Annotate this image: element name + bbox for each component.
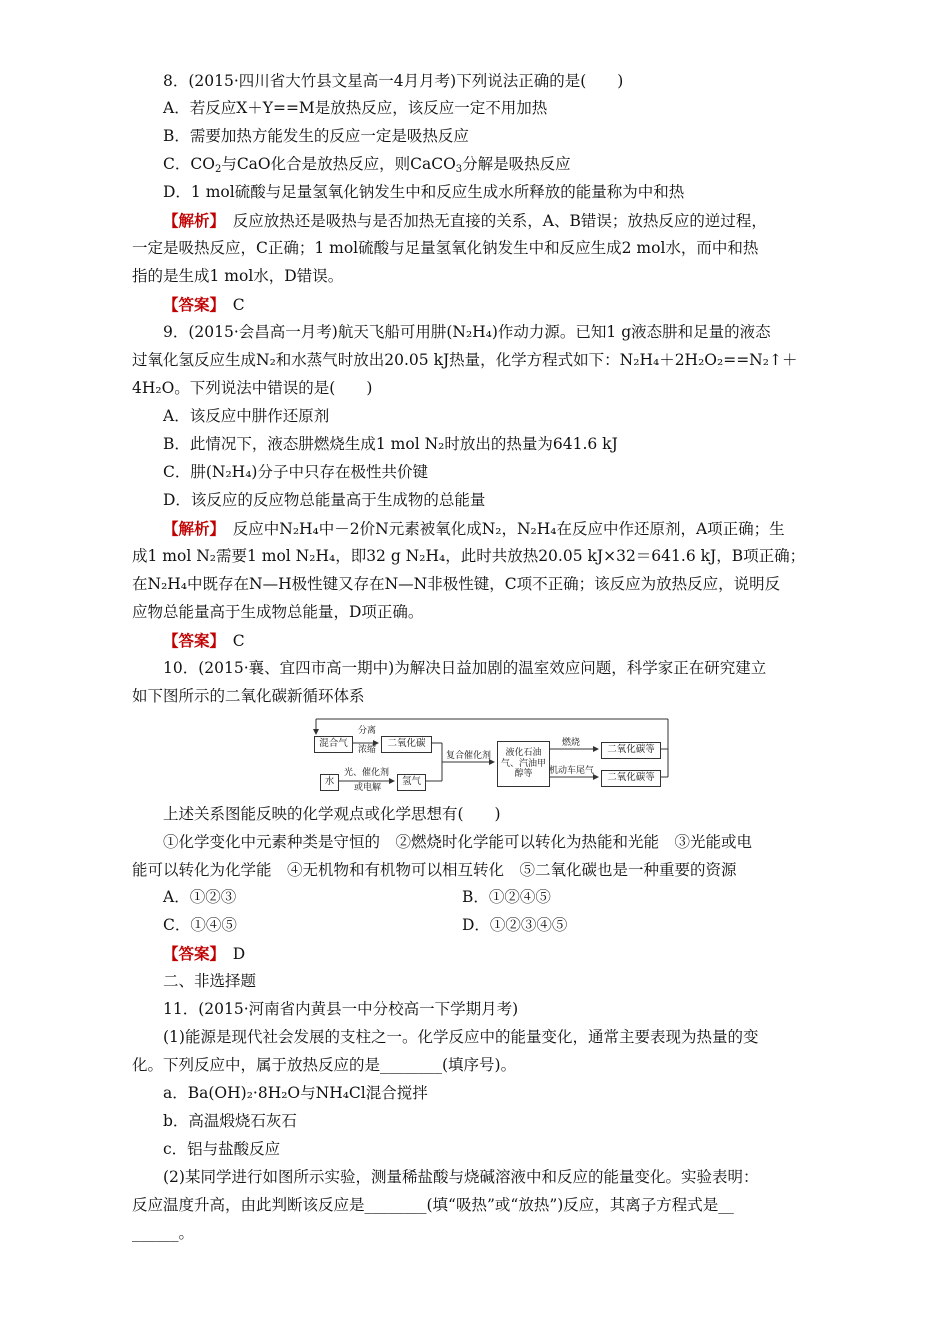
box-hydrogen: 氢气 [397, 774, 426, 791]
q11-part2-line-1: (2)某同学进行如图所示实验，测量稀盐酸与烧碱溶液中和反应的能量变化。实验表明： [163, 1168, 759, 1186]
analysis-tag: 【解析】 [163, 519, 218, 538]
label-concentrate: 浓缩 [358, 745, 377, 755]
q11-part2-line-3: ______。 [132, 1224, 195, 1242]
answer-tag: 【答案】 [163, 295, 218, 314]
q11-option-c: c．铝与盐酸反应 [163, 1140, 281, 1158]
q9-option-a: A．该反应中肼作还原剂 [163, 407, 330, 425]
q11-part1-line-1: (1)能源是现代社会发展的支柱之一。化学反应中的能量变化，通常主要表现为热量的变 [163, 1028, 759, 1046]
box-co2: 二氧化碳 [381, 736, 432, 753]
answer-tag: 【答案】 [163, 631, 218, 650]
label-light-catalyst: 光、催化剂 [344, 768, 390, 778]
co2-cycle-diagram [312, 717, 672, 793]
q11-option-b: b．高温煅烧石灰石 [163, 1112, 297, 1130]
label-composite-catalyst: 复合催化剂 [446, 751, 492, 761]
section-heading: 二、非选择题 [163, 972, 257, 990]
q11-part2-line-2: 反应温度升高，由此判断该反应是________(填“吸热”或“放热”)反应，其离子方程式是__ [132, 1196, 734, 1214]
q11-part1-line-2: 化。下列反应中，属于放热反应的是________(填序号)。 [132, 1056, 517, 1074]
q10-stem-line-1: 10．(2015·襄、宜四市高一期中)为解决日益加剧的温室效应问题，科学家正在研究建立 [163, 659, 767, 677]
q10-prompt: 上述关系图能反映的化学观点或化学思想有( ) [163, 805, 501, 823]
q9-answer: 【答案】 C [163, 631, 245, 650]
q10-option-a: A．①②③ [163, 888, 237, 906]
q11-option-a: a．Ba(OH)₂·8H₂O与NH₄Cl混合搅拌 [163, 1084, 428, 1102]
q8-option-a: A．若反应X＋Y==M是放热反应，该反应一定不用加热 [163, 99, 548, 117]
q8-analysis-line-3: 指的是生成1 mol水，D错误。 [132, 267, 344, 285]
q9-analysis-line-3: 在N₂H₄中既存在N—H极性键又存在N—N非极性键，C项不正确；该反应为放热反应，说明反 [132, 575, 781, 593]
q10-items-line-2: 能可以转化为化学能 ④无机物和有机物可以相互转化 ⑤二氧化碳也是一种重要的资源 [132, 861, 737, 879]
box-water: 水 [320, 774, 339, 791]
label-vehicle-exhaust: 机动车尾气 [549, 766, 595, 776]
box-fuel: 液化石油气、汽油甲醇等 [497, 741, 550, 787]
q10-option-b: B．①②④⑤ [462, 888, 551, 906]
q9-stem-line-2: 过氧化氢反应生成N₂和水蒸气时放出20.05 kJ热量，化学方程式如下：N₂H₄＋2H₂O₂==N₂↑＋ [132, 351, 798, 369]
box-output-2: 二氧化碳等 [601, 770, 661, 787]
q10-option-c: C．①④⑤ [163, 916, 237, 934]
q8-option-c: C．$CO_2$与CaO化合是放热反应，则CaCO$_3$分解是吸热反应 [163, 155, 571, 175]
q8-analysis-line-2: 一定是吸热反应，C正确；1 mol硫酸与足量氢氧化钠发生中和反应生成2 mol水，而中和热 [132, 239, 759, 257]
answer-tag: 【答案】 [163, 944, 218, 963]
q9-stem-line-1: 9．(2015·会昌高一月考)航天飞船可用肼(N₂H₄)作动力源。已知1 g液态肼和足量的液态 [163, 323, 771, 341]
q9-stem-line-3: 4H₂O。下列说法中错误的是( ) [132, 379, 373, 397]
q11-stem: 11．(2015·河南省内黄县一中分校高一下学期月考) [163, 1000, 519, 1018]
q10-items-line-1: ①化学变化中元素种类是守恒的 ②燃烧时化学能可以转化为热能和光能 ③光能或电 [163, 833, 753, 851]
q8-stem: 8．(2015·四川省大竹县文星高一4月月考)下列说法正确的是( ) [163, 72, 624, 90]
label-separate: 分离 [358, 726, 377, 736]
q9-option-c: C．肼(N₂H₄)分子中只存在极性共价键 [163, 463, 428, 481]
q9-analysis-line-1: 【解析】 反应中N₂H₄中－2价N元素被氧化成N₂，N₂H₄在反应中作还原剂，A项正确；生 [163, 519, 785, 538]
label-electrolysis: 或电解 [354, 783, 382, 793]
q9-option-b: B．此情况下，液态肼燃烧生成1 mol N₂时放出的热量为641.6 kJ [163, 435, 618, 453]
q9-analysis-line-4: 应物总能量高于生成物总能量，D项正确。 [132, 603, 424, 621]
q8-option-b: B．需要加热方能发生的反应一定是吸热反应 [163, 127, 469, 145]
label-burn: 燃烧 [562, 738, 581, 748]
analysis-tag: 【解析】 [163, 211, 218, 230]
q8-analysis-line-1: 【解析】 反应放热还是吸热与是否加热无直接的关系，A、B错误；放热反应的逆过程， [163, 211, 767, 230]
box-output-1: 二氧化碳等 [601, 742, 661, 759]
q8-option-d: D．1 mol硫酸与足量氢氧化钠发生中和反应生成水所释放的能量称为中和热 [163, 183, 685, 201]
q9-option-d: D．该反应的反应物总能量高于生成物的总能量 [163, 491, 486, 509]
q8-answer: 【答案】 C [163, 295, 245, 314]
box-mixed-gas: 混合气 [314, 736, 353, 753]
q10-stem-line-2: 如下图所示的二氧化碳新循环体系 [132, 687, 365, 705]
q10-answer: 【答案】 D [163, 944, 246, 963]
q10-option-d: D．①②③④⑤ [462, 916, 568, 934]
q9-analysis-line-2: 成1 mol N₂需要1 mol N₂H₄，即32 g N₂H₄，此时共放热20.05 kJ×32＝641.6 kJ，B项正确； [132, 547, 806, 565]
